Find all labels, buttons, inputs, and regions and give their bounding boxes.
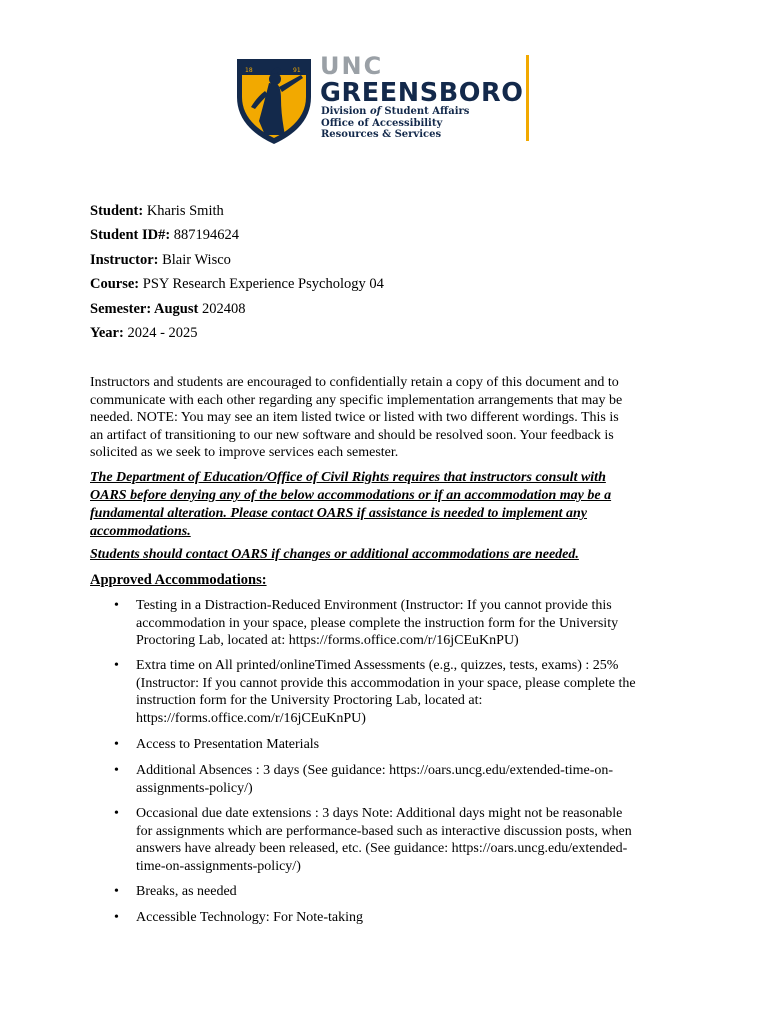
logo-office-line1: Office of Accessibility [321, 118, 443, 129]
item-line: Testing in a Distraction-Reduced Environment (Instructor: If you cannot provide this [136, 598, 612, 613]
logo-division-pre: Division [321, 106, 367, 117]
item-line: accommodation in your space, please complete the instruction form for the University [136, 615, 619, 631]
item-line: instruction form for the University Proctoring Lab, located at: [136, 693, 483, 708]
logo-division-of: of [369, 106, 381, 117]
info-row-semester [90, 300, 384, 324]
logo-division [321, 106, 469, 118]
intro-line: Instructors and students are encouraged to confidentially retain a copy of this document and to [90, 375, 619, 390]
info-label: Student ID#: [90, 227, 171, 244]
logo-divider-bar [526, 55, 529, 141]
info-value: Blair Wisco [158, 251, 231, 268]
info-label: Student: [90, 203, 144, 219]
logo-unc: UNC [320, 52, 384, 80]
info-label: Year: [90, 324, 124, 341]
list-item [114, 736, 684, 754]
minerva-shield-icon [235, 55, 313, 145]
info-value: 2024 - 2025 [123, 324, 198, 341]
item-line: Proctoring Lab, located at: https://forms.office.com/r/16jCEuKnPU) [136, 633, 519, 648]
intro-line: needed. NOTE: You may see an item listed twice or listed with two different wordings. This is [90, 410, 619, 425]
bullet: • [114, 598, 119, 613]
notice-line: fundamental alteration. Please contact OARS if assistance is needed to implement any [90, 506, 587, 521]
intro-line: solicited as we seek to improve services each semester. [90, 445, 399, 460]
item-line: Additional Absences : 3 days (See guidance: https://oars.uncg.edu/extended-time-on- [136, 763, 614, 778]
info-row-year [90, 324, 384, 348]
item-line: https://forms.office.com/r/16jCEuKnPU) [136, 710, 366, 726]
notice-line: OARS before denying any of the below accommodations or if an accommodation may be a [90, 488, 612, 503]
bullet: • [114, 737, 119, 752]
info-row-student-id [90, 226, 384, 250]
bullet: • [114, 763, 119, 778]
info-row-student [90, 202, 384, 226]
info-value: 887194624 [170, 227, 240, 244]
shield-year-right: 91 [293, 67, 301, 74]
item-line: (Instructor: If you cannot provide this accommodation in your space, please complete the [136, 675, 636, 691]
intro-paragraph [90, 374, 680, 462]
list-item [114, 657, 684, 727]
bullet: • [114, 658, 119, 673]
item-line: Access to Presentation Materials [136, 737, 320, 752]
logo-division-post: Student Affairs [384, 106, 470, 117]
bullet: • [114, 910, 119, 925]
shield-year-left: 18 [245, 67, 253, 74]
info-label: Instructor: [90, 251, 159, 268]
info-label: Semester: August [90, 300, 199, 317]
info-value: 202408 [198, 300, 246, 317]
item-line: Accessible Technology: For Note-taking [136, 910, 363, 925]
uncg-logo [235, 52, 535, 144]
list-item [114, 805, 684, 875]
item-line: Extra time on All printed/onlineTimed Assessments (e.g., quizzes, tests, exams) : 25% [136, 658, 619, 673]
item-line: answers have already been released, etc. (See guidance: https://oars.uncg.edu/extended- [136, 841, 628, 856]
list-item [114, 762, 684, 797]
info-label: Course: [90, 276, 140, 293]
student-contact-notice: Students should contact OARS if changes or additional accommodations are needed. [90, 547, 579, 562]
info-row-instructor [90, 251, 384, 275]
list-item [114, 597, 684, 650]
logo-greensboro: GREENSBORO [320, 78, 524, 108]
logo-office-line2: Resources & Services [321, 129, 442, 140]
notice-line: The Department of Education/Office of Civil Rights requires that instructors consult with [90, 470, 606, 485]
item-line: time-on-assignments-policy/) [136, 858, 301, 874]
info-value: PSY Research Experience Psychology 04 [139, 276, 384, 293]
item-line: assignments-policy/) [136, 780, 253, 796]
intro-line: communicate with each other regarding any specific implementation arrangements that may be [90, 392, 623, 408]
bullet: • [114, 806, 119, 821]
item-line: Breaks, as needed [136, 884, 237, 899]
ocr-notice [90, 469, 690, 541]
intro-line: an artifact of transitioning to our new software and should be resolved soon. Your feedback is [90, 427, 614, 443]
approved-accommodations-heading: Approved Accommodations: [90, 572, 267, 588]
item-line: Occasional due date extensions : 3 days Note: Additional days might not be reasonable [136, 806, 623, 821]
list-item [114, 909, 684, 927]
info-value: Kharis Smith [143, 203, 224, 219]
info-row-course [90, 275, 384, 299]
item-line: for assignments which are performance-based such as interactive discussion posts, when [136, 823, 632, 839]
bullet: • [114, 884, 119, 899]
list-item [114, 883, 684, 901]
notice-line: accommodations. [90, 524, 191, 539]
student-info [90, 202, 384, 348]
